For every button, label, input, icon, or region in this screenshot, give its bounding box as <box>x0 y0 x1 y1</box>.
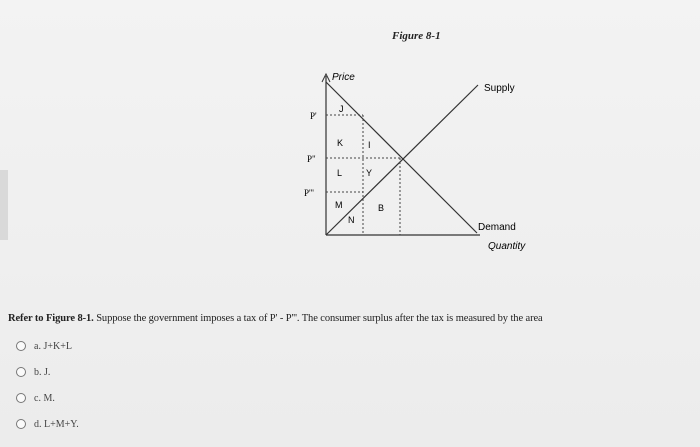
answer-options <box>16 333 79 437</box>
price-label-p3: P''' <box>304 188 314 198</box>
region-label-m: M <box>335 200 343 210</box>
region-label-b: B <box>378 203 385 213</box>
option-c[interactable] <box>16 385 79 411</box>
price-label-p2: P" <box>307 154 316 164</box>
region-label-j: J <box>339 104 344 114</box>
radio-circle-icon[interactable] <box>16 367 26 377</box>
option-c-label: c. M. <box>34 392 55 404</box>
supply-curve <box>326 85 478 235</box>
radio-circle-icon[interactable] <box>16 341 26 351</box>
price-label-p1: P' <box>310 111 317 121</box>
demand-label: Demand <box>478 222 516 233</box>
region-label-l: L <box>337 168 343 178</box>
quantity-axis-label: Quantity <box>488 241 526 252</box>
region-label-y: Y <box>366 168 373 178</box>
question-body: Suppose the government imposes a tax of P' - P'''. The consumer surplus after the tax is measured by the area <box>93 313 543 324</box>
option-b[interactable] <box>16 359 79 385</box>
option-a[interactable] <box>16 333 79 359</box>
option-a-label: a. J+K+L <box>34 340 72 352</box>
region-label-i: I <box>368 140 371 150</box>
option-d-label: d. L+M+Y. <box>34 418 79 430</box>
figure-title: Figure 8-1 <box>392 30 441 42</box>
option-b-label: b. J. <box>34 366 51 378</box>
price-axis-label: Price <box>332 72 355 83</box>
option-d[interactable] <box>16 411 79 437</box>
radio-circle-icon[interactable] <box>16 419 26 429</box>
supply-label: Supply <box>484 83 515 94</box>
region-label-n: N <box>348 215 355 225</box>
radio-circle-icon[interactable] <box>16 393 26 403</box>
demand-curve <box>326 82 477 233</box>
question-lead: Refer to Figure 8-1. <box>8 313 94 324</box>
region-label-k: K <box>337 138 344 148</box>
question-text <box>8 313 688 324</box>
